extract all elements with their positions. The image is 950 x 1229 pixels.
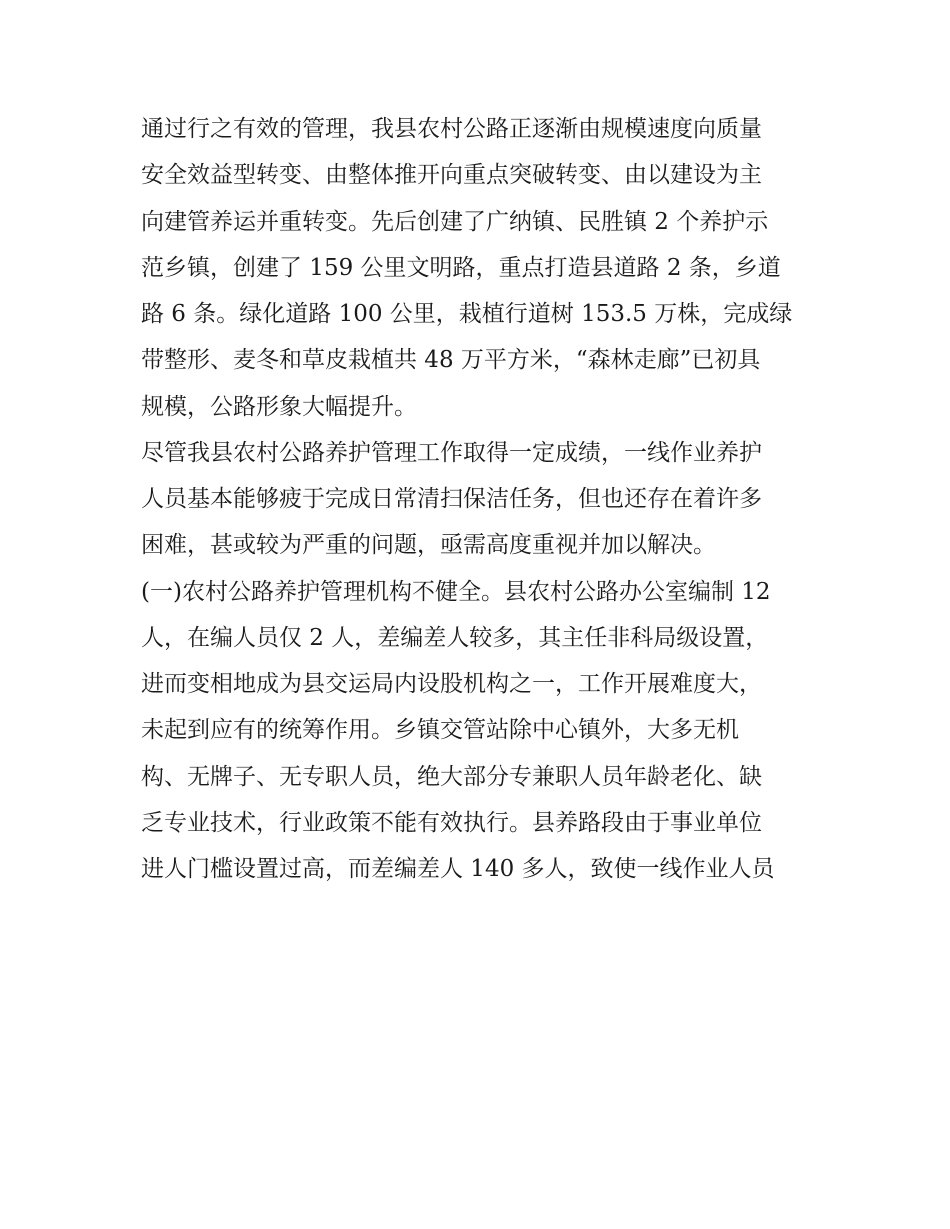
text-line: 带整形、麦冬和草皮栽植共 48 万平方米，“森林走廊”已初具 (141, 347, 761, 374)
text-line: 范乡镇，创建了 159 公里文明路，重点打造县道路 2 条，乡道 (141, 254, 781, 281)
text-line: 乏专业技术，行业政策不能有效执行。县养路段由于事业单位 (141, 809, 762, 836)
body-text (141, 106, 821, 892)
text-line: (一)农村公路养护管理机构不健全。县农村公路办公室编制 12 (141, 578, 771, 605)
text-line: 规模，公路形象大幅提升。 (141, 393, 417, 420)
text-line: 构、无牌子、无专职人员，绝大部分专兼职人员年龄老化、缺 (141, 763, 762, 790)
text-line: 通过行之有效的管理，我县农村公路正逐渐由规模速度向质量 (141, 116, 762, 142)
text-line: 路 6 条。绿化道路 100 公里，栽植行道树 153.5 万株，完成绿 (141, 301, 793, 327)
text-line: 人，在编人员仅 2 人，差编差人较多，其主任非科局级设置， (141, 624, 769, 651)
text-line: 困难，甚或较为严重的问题，亟需高度重视并加以解决。 (141, 532, 716, 559)
text-line: 人员基本能够疲于完成日常清扫保洁任务，但也还存在着许多 (141, 486, 762, 512)
text-line: 向建管养运并重转变。先后创建了广纳镇、民胜镇 2 个养护示 (141, 208, 769, 235)
text-line: 安全效益型转变、由整体推开向重点突破转变、由以建设为主 (141, 162, 762, 189)
text-line: 未起到应有的统筹作用。乡镇交管站除中心镇外，大多无机 (141, 717, 739, 744)
text-line: 进人门槛设置过高，而差编差人 140 多人，致使一线作业人员 (141, 856, 775, 882)
text-line: 尽管我县农村公路养护管理工作取得一定成绩，一线作业养护 (141, 439, 762, 466)
text-line: 进而变相地成为县交运局内设股机构之一，工作开展难度大， (141, 671, 762, 697)
